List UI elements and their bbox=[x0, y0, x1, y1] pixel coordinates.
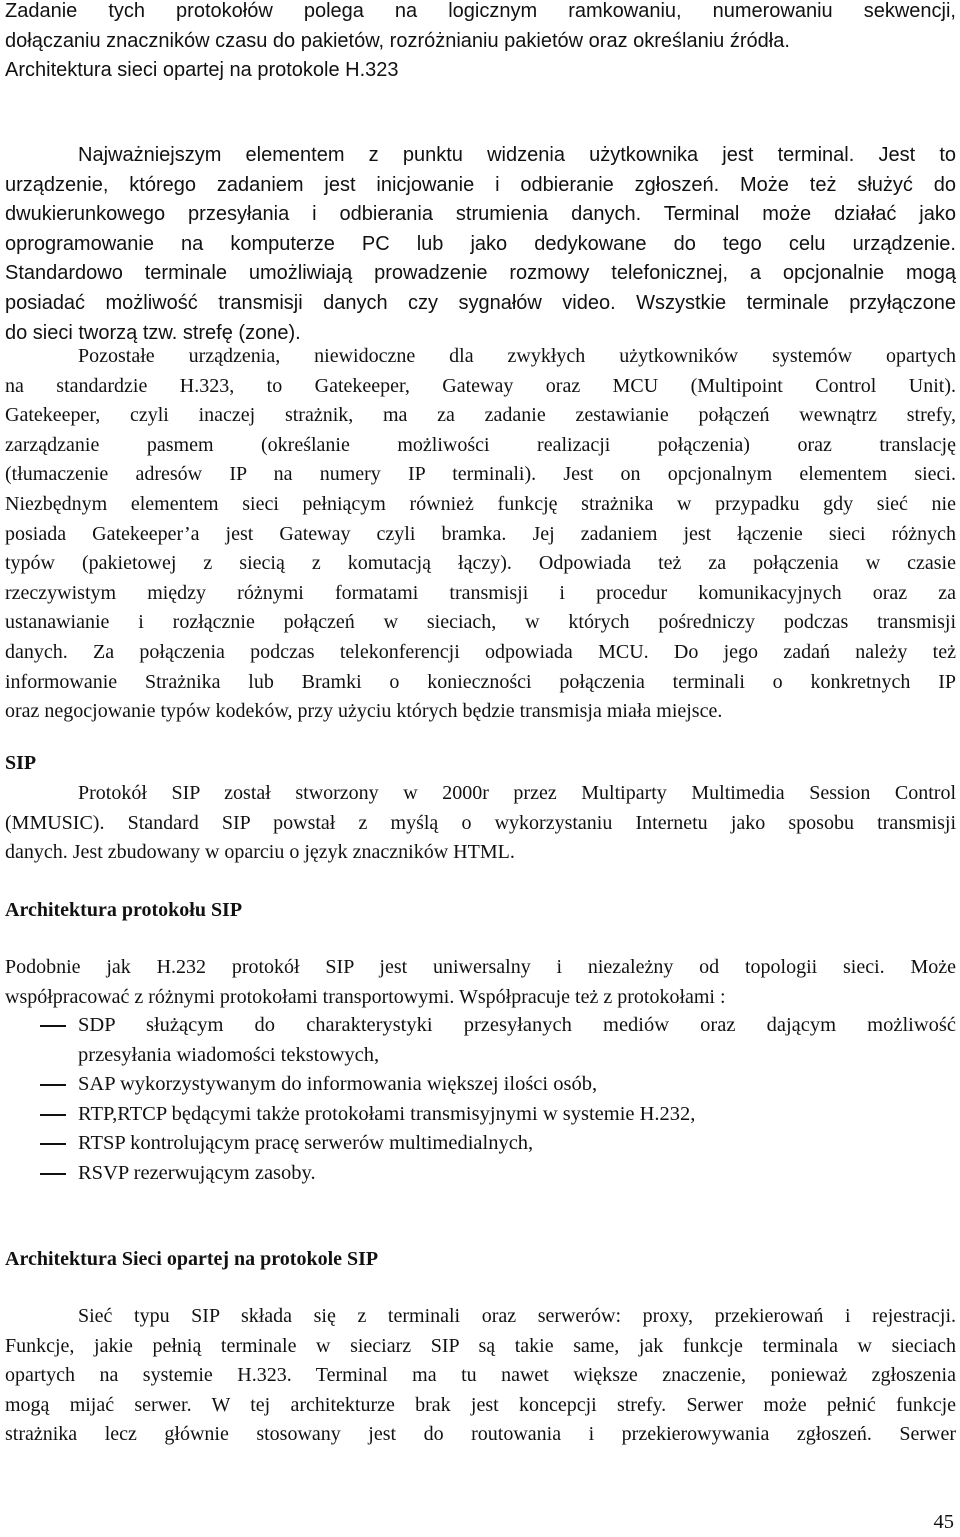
list-item-text: SDP służącym do charakterystyki przesyłanych mediów oraz dającym możliwość bbox=[78, 1014, 956, 1036]
text-line: posiada Gatekeeper’a jest Gateway czyli bramka. Jej zadaniem jest łączenie sieci różnych bbox=[5, 522, 956, 545]
text-line: Sieć typu SIP składa się z terminali oraz serwerów: proxy, przekierowań i rejestracji. bbox=[78, 1305, 956, 1327]
dash-bullet-icon bbox=[40, 1173, 66, 1175]
sip-network-paragraph bbox=[5, 1302, 956, 1450]
text-line: strażnika lecz głównie stosowany jest do routowania i przekierowywania zgłoszeń. Serwer bbox=[5, 1423, 956, 1446]
list-item bbox=[5, 1100, 956, 1130]
list-item bbox=[5, 1011, 956, 1041]
text-line: typów (pakietowej z siecią z komutacją łączy). Odpowiada też za połączenia w czasie bbox=[5, 552, 956, 575]
text-line: na standardzie H.323, to Gatekeeper, Gateway oraz MCU (Multipoint Control Unit). bbox=[5, 374, 956, 397]
text-line: dołączaniu znaczników czasu do pakietów, rozróżnianiu pakietów oraz określaniu źródła. bbox=[5, 29, 790, 52]
text-line: danych. Jest zbudowany w oparciu o język znaczników HTML. bbox=[5, 841, 515, 864]
text-line: Niezbędnym elementem sieci pełniącym również funkcję strażnika w przypadku gdy sieć nie bbox=[5, 492, 956, 515]
list-item-text: RSVP rezerwującym zasoby. bbox=[78, 1161, 316, 1184]
list-item bbox=[5, 1070, 956, 1100]
text-line: dwukierunkowego przesyłania i odbierania strumienia danych. Terminal może działać jako bbox=[5, 203, 956, 226]
dash-bullet-icon bbox=[40, 1143, 66, 1145]
section-heading-sip-architecture bbox=[5, 896, 956, 926]
text-line: ustanawianie i rozłącznie połączeń w sieciach, w których pośredniczy podczas transmisji bbox=[5, 611, 956, 634]
heading-text: Architektura Sieci opartej na protokole SIP bbox=[5, 1248, 379, 1270]
text-line: oprogramowanie na komputerze PC lub jako dedykowane do tego celu urządzenie. bbox=[5, 232, 956, 255]
section-heading-sip-network bbox=[5, 1245, 956, 1275]
section-heading-h323 bbox=[5, 56, 956, 86]
list-item-text: SAP wykorzystywanym do informowania większej ilości osób, bbox=[78, 1073, 598, 1096]
text-line: informowanie Strażnika lub Bramki o konieczności połączenia terminali o konkretnych IP bbox=[5, 670, 956, 693]
text-line: (tłumaczenie adresów IP na numery IP terminali). Jest on opcjonalnym elementem sieci. bbox=[5, 463, 956, 486]
dash-bullet-icon bbox=[40, 1084, 66, 1086]
list-item-text: RTSP kontrolującym pracę serwerów multimedialnych, bbox=[78, 1132, 534, 1155]
text-line: Zadanie tych protokołów polega na logicznym ramkowaniu, numerowaniu sekwencji, bbox=[5, 0, 956, 22]
text-line: zarządzanie pasmem (określanie możliwości realizacji połączenia) oraz translację bbox=[5, 433, 956, 456]
list-item-continuation bbox=[5, 1041, 956, 1071]
text-line: posiadać możliwość transmisji danych czy sygnałów video. Wszystkie terminale przyłączone bbox=[5, 291, 956, 314]
list-item-text: RTP,RTCP będącymi także protokołami transmisyjnymi w systemie H.232, bbox=[78, 1102, 696, 1125]
heading-text: SIP bbox=[5, 752, 37, 774]
text-line: urządzenie, którego zadaniem jest inicjowanie i odbieranie zgłoszeń. Może też służyć do bbox=[5, 173, 956, 196]
h323-paragraph-1 bbox=[5, 141, 956, 348]
text-line: (MMUSIC). Standard SIP powstał z myślą o wykorzystaniu Internetu jako sposobu transmisji bbox=[5, 811, 956, 834]
text-line: mogą mijać serwer. W tej architekturze brak jest koncepcji strefy. Serwer może pełnić funkcje bbox=[5, 1393, 956, 1416]
text-line: Protokół SIP został stworzony w 2000r przez Multiparty Multimedia Session Control bbox=[78, 782, 956, 804]
section-heading-sip bbox=[5, 749, 956, 779]
heading-text: Architektura protokołu SIP bbox=[5, 899, 243, 921]
text-line: do sieci tworzą tzw. strefę (zone). bbox=[5, 321, 301, 344]
text-line: Pozostałe urządzenia, niewidoczne dla zwykłych użytkowników systemów opartych bbox=[78, 345, 956, 367]
dash-bullet-icon bbox=[40, 1025, 66, 1027]
text-line: Podobnie jak H.232 protokół SIP jest uniwersalny i niezależny od topologii sieci. Może bbox=[5, 956, 956, 978]
text-line: Gatekeeper, czyli inaczej strażnik, ma za zadanie zestawianie połączeń wewnątrz strefy, bbox=[5, 404, 956, 427]
text-line: danych. Za połączenia podczas telekonferencji odpowiada MCU. Do jego zadań należy też bbox=[5, 640, 956, 663]
page-number: 45 bbox=[933, 1511, 954, 1533]
text-line: Standardowo terminale umożliwiają prowadzenie rozmowy telefonicznej, a opcjonalnie mogą bbox=[5, 262, 956, 285]
sip-architecture-paragraph bbox=[5, 953, 956, 1012]
h323-paragraph-2 bbox=[5, 342, 956, 727]
text-line: Funkcje, jakie pełnią terminale w sieciarz SIP są takie same, jak funkcje terminala w sieciach bbox=[5, 1334, 956, 1357]
intro-paragraph bbox=[5, 0, 956, 56]
sip-paragraph bbox=[5, 779, 956, 868]
protocol-list bbox=[5, 1011, 956, 1189]
list-item bbox=[5, 1129, 956, 1159]
list-item-text: przesyłania wiadomości tekstowych, bbox=[78, 1043, 380, 1066]
text-line: opartych na systemie H.323. Terminal ma tu nawet większe znaczenie, ponieważ zgłoszenia bbox=[5, 1364, 956, 1387]
dash-bullet-icon bbox=[40, 1114, 66, 1116]
list-item bbox=[5, 1159, 956, 1189]
text-line: oraz negocjowanie typów kodeków, przy użyciu których będzie transmisja miała miejsce. bbox=[5, 700, 723, 723]
text-line: Najważniejszym elementem z punktu widzenia użytkownika jest terminal. Jest to bbox=[78, 144, 956, 166]
heading-text: Architektura sieci opartej na protokole H.323 bbox=[5, 59, 399, 81]
text-line: współpracować z różnymi protokołami transportowymi. Współpracuje też z protokołami : bbox=[5, 985, 726, 1008]
text-line: rzeczywistym między różnymi formatami transmisji i procedur komunikacyjnych oraz za bbox=[5, 581, 956, 604]
